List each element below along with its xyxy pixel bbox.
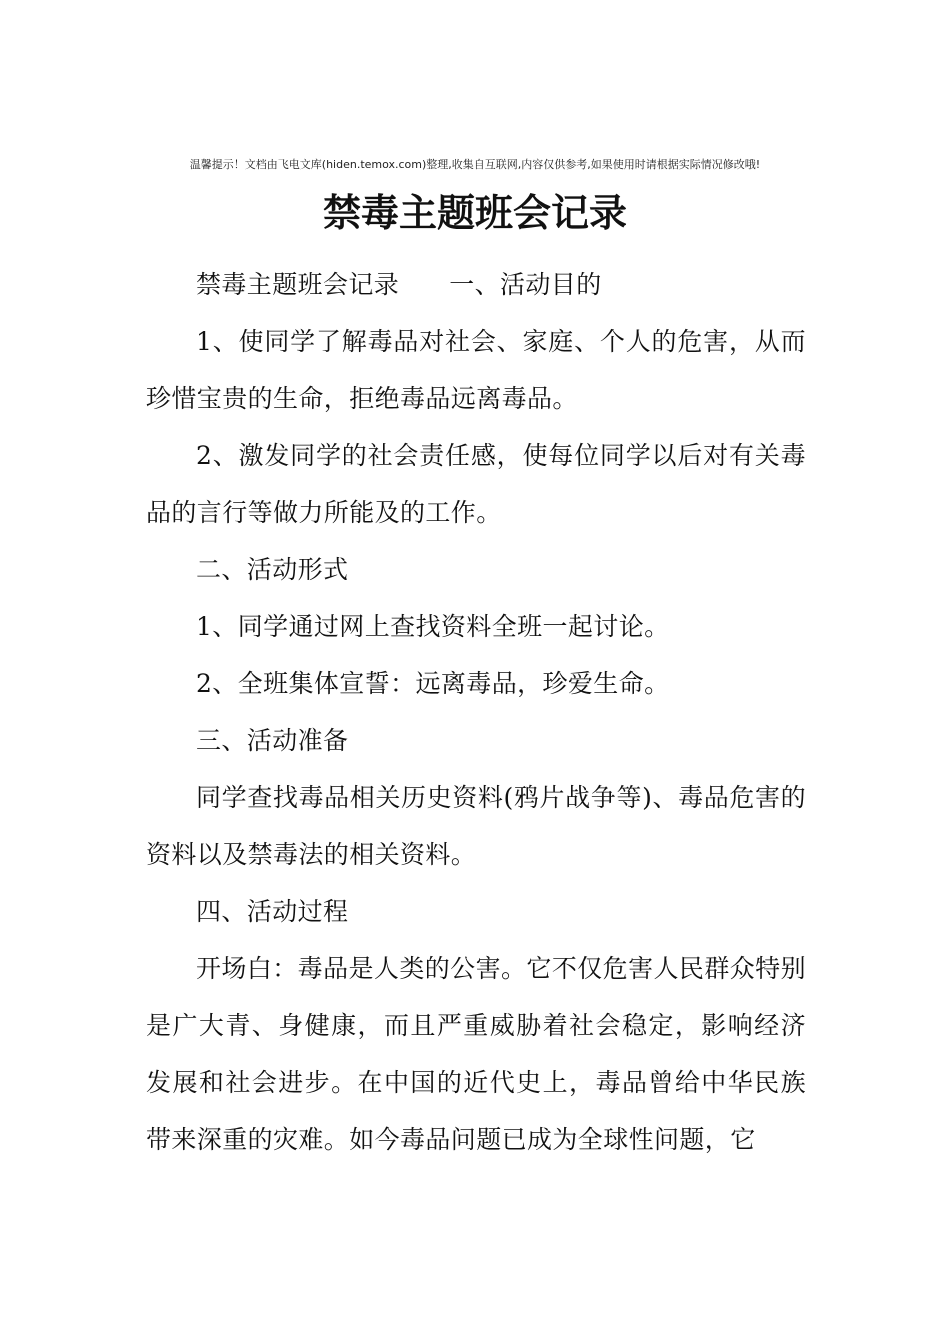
- paragraph-opening: 开场白：毒品是人类的公害。它不仅危害人民群众特别是广大青、身健康，而且严重威胁着社会稳定，影响经济发展和社会进步。在中国的近代史上，毒品曾给中华民族带来深重的灾难。如今毒品问题已成为全球性问题，它: [146, 954, 806, 1154]
- section-heading-preparation: 三、活动准备: [196, 726, 349, 755]
- lead-title: 禁毒主题班会记录: [196, 270, 400, 299]
- paragraph-purpose-1: 1、使同学了解毒品对社会、家庭、个人的危害，从而珍惜宝贵的生命，拒绝毒品远离毒品。: [146, 327, 806, 413]
- section-heading-purpose: 一、活动目的: [449, 270, 602, 299]
- section-heading-process: 四、活动过程: [196, 897, 349, 926]
- document-title: 禁毒主题班会记录: [322, 191, 627, 235]
- document-body: [146, 256, 806, 1168]
- paragraph-form-1: 1、同学通过网上查找资料全班一起讨论。: [196, 612, 670, 641]
- section-heading-form: 二、活动形式: [196, 555, 349, 584]
- paragraph-form-2: 2、全班集体宣誓：远离毒品，珍爱生命。: [196, 669, 670, 698]
- paragraph-purpose-2: 2、激发同学的社会责任感，使每位同学以后对有关毒品的言行等做力所能及的工作。: [146, 441, 806, 527]
- paragraph-preparation: 同学查找毒品相关历史资料(鸦片战争等)、毒品危害的资料以及禁毒法的相关资料。: [146, 783, 806, 869]
- lead-paragraph: [146, 256, 806, 313]
- watermark-notice: 温馨提示！文档由飞电文库(hiden.temox.com)整理,收集自互联网,内容仅供参考,如果使用时请根据实际情况修改哦!: [189, 158, 761, 171]
